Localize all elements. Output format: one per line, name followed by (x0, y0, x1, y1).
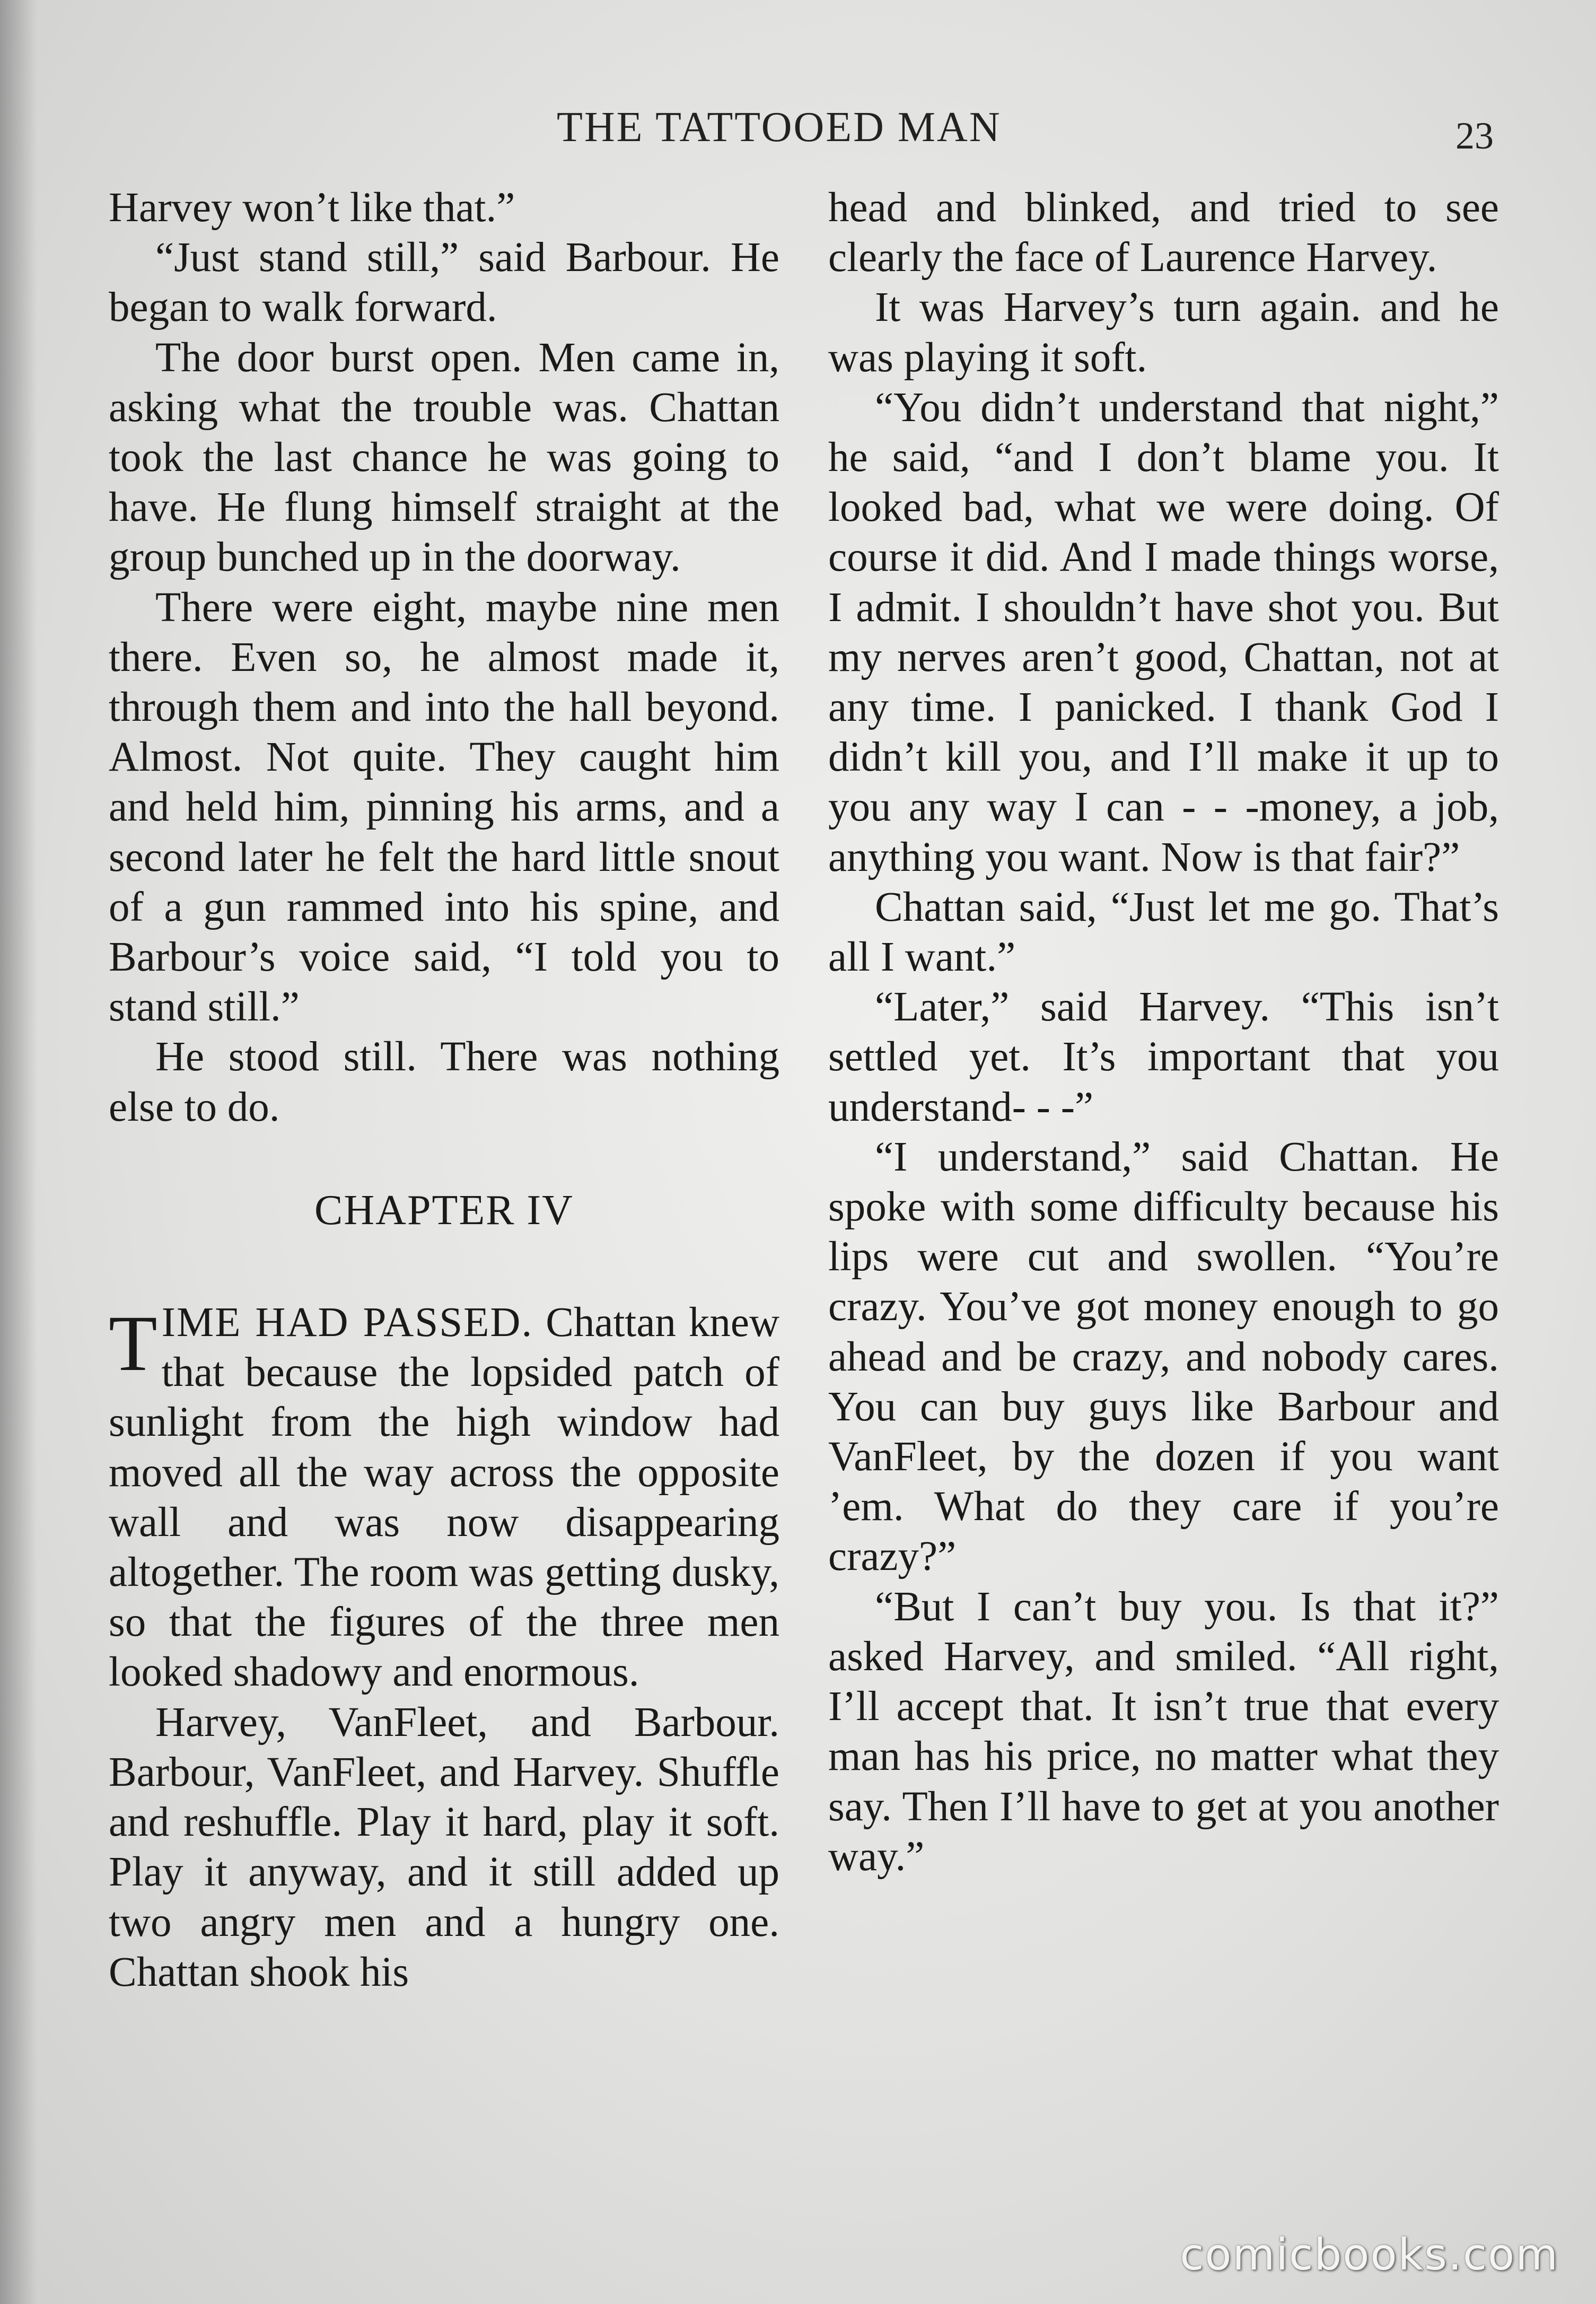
paragraph: “I understand,” said Chattan. He spoke with some difficulty because his lips were cut and swollen. “You’re crazy. You’ve got money enough to go ahead and be crazy, and nobody cares. You can buy guys like Barbour and VanFleet, by the dozen if you want ’em. What do they care if you’re crazy?” (828, 1133, 1499, 1580)
paragraph: Harvey, VanFleet, and Barbour. Barbour, VanFleet, and Harvey. Shuffle and reshuffle. Play it hard, play it soft. Play it anyway, and it still added up two angry men and a hungry one. Chattan shook his (109, 1699, 779, 1995)
paragraph: The door burst open. Men came in, asking what the trouble was. Chattan took the last chance he was going to have. He flung himself straight at the group bunched up in the doorway. (109, 334, 779, 581)
paragraph: “Later,” said Harvey. “This isn’t settled yet. It’s important that you understand- - -” (828, 984, 1499, 1130)
running-title: THE TATTOOED MAN (557, 104, 1002, 151)
drop-cap: T (109, 1299, 157, 1388)
binding-shadow (0, 0, 37, 2304)
paragraph: “You didn’t understand that night,” he said, “and I don’t blame you. It looked bad, what we were doing. Of course it did. And I made things worse, I admit. I shouldn’t have shot you. But my nerves aren’t good, Chattan, not at any time. I panicked. I thank God I didn’t kill you, and I’ll make it up to you any way I can - - -money, a job, anything you want. Now is that fair?” (828, 384, 1499, 880)
paragraph: Harvey won’t like that.” (109, 185, 515, 231)
opening-lead-in: IME HAD PASSED. (161, 1299, 533, 1346)
watermark: comicbooks.com (1180, 2230, 1559, 2280)
paragraph: He stood still. There was nothing else to do. (109, 1034, 779, 1130)
paragraph: There were eight, maybe nine men there. Even so, he almost made it, through them and into the hall beyond. Almost. Not quite. They caught him and held him, pinning his arms, and a second later he felt the hard little snout of a gun rammed into his spine, and Barbour’s voice said, “I told you to stand still.” (109, 584, 779, 1031)
paragraph: Chattan said, “Just let me go. That’s all I want.” (828, 884, 1499, 981)
chapter-heading: CHAPTER IV (314, 1186, 574, 1234)
right-column (828, 183, 1499, 1882)
paragraph: head and blinked, and tried to see clearly the face of Laurence Harvey. (828, 185, 1499, 281)
opening-text: Chattan knew that because the lopsided patch of sunlight from the high window had moved all the way across the opposite wall and was now disappearing altogether. The room was getting dusky, so that the figures of the three men looked shadowy and enormous. (109, 1299, 779, 1696)
left-column (109, 183, 779, 1997)
paragraph: “Just stand still,” said Barbour. He began to walk forward. (109, 234, 779, 331)
chapter-opening-paragraph (109, 1298, 779, 1698)
paragraph: It was Harvey’s turn again. and he was playing it soft. (828, 284, 1499, 381)
page-number: 23 (1455, 115, 1494, 157)
paragraph: “But I can’t buy you. Is that it?” asked Harvey, and smiled. “All right, I’ll accept that. It isn’t true that every man has his price, no matter what they say. Then I’ll have to get at you another way.” (828, 1583, 1499, 1880)
